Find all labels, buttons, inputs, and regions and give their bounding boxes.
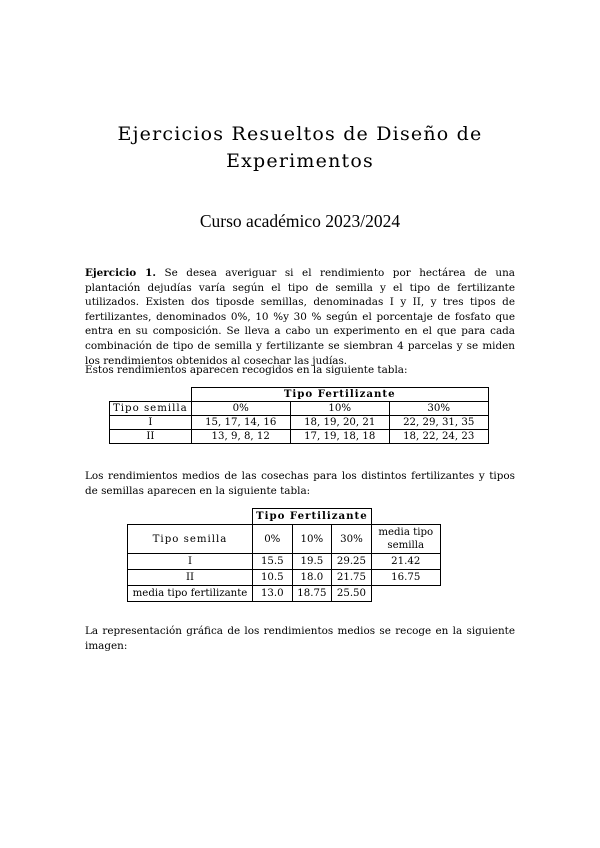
table1-row-label: I xyxy=(110,416,192,430)
table1-cell: 13, 9, 8, 12 xyxy=(191,430,290,444)
table2-mean-header: media tipo semilla xyxy=(371,525,440,554)
table2-cell: 18.0 xyxy=(292,570,332,586)
means-table xyxy=(127,508,441,602)
table2-cell: 19.5 xyxy=(292,554,332,570)
title-line-1: Ejercicios Resueltos de Diseño de xyxy=(117,123,483,145)
table2-cell: 13.0 xyxy=(253,586,293,602)
table1-group-header: Tipo Fertilizante xyxy=(191,388,488,402)
table-row xyxy=(110,430,489,444)
table-row xyxy=(128,554,441,570)
table2-col-header: 30% xyxy=(332,525,372,554)
table1-row-label: II xyxy=(110,430,192,444)
closing-paragraph: La representación gráfica de los rendimientos medios se recoge en la siguiente imagen: xyxy=(85,625,515,652)
table2-intro: Los rendimientos medios de las cosechas para los distintos fertilizantes y tipos de semillas aparecen en la siguiente tabla: xyxy=(85,470,515,497)
yields-table xyxy=(109,387,489,444)
exercise-text: Se desea averiguar si el rendimiento por hectárea de una plantación dejudías varía según el tipo de semilla y el tipo de fertilizante utilizados. Existen dos tiposde semillas, denominadas I y II, y tres tipos de fertilizantes, denominados 0%, 10 %y 30 % según el porcentaje de fosfato que entra en su composición. Se lleva a cabo un experimento en el que para cada combinación de tipo de semilla y fertilizante se siembran 4 parcelas y se miden los rendimientos obtenidos al cosechar las judías. xyxy=(85,267,516,367)
table2-row-mean: 21.42 xyxy=(371,554,440,570)
table2-row-label: I xyxy=(128,554,253,570)
table1-row-header: Tipo semilla xyxy=(110,402,192,416)
table1-cell: 18, 19, 20, 21 xyxy=(290,416,389,430)
table1-cell: 22, 29, 31, 35 xyxy=(389,416,488,430)
table2-cell: 25.50 xyxy=(332,586,372,602)
table1-cell: 15, 17, 14, 16 xyxy=(191,416,290,430)
table1-col-header: 30% xyxy=(389,402,488,416)
table2-col-header: 10% xyxy=(292,525,332,554)
table2-group-header: Tipo Fertilizante xyxy=(253,509,372,525)
table2-cell: 21.75 xyxy=(332,570,372,586)
table1-col-header: 0% xyxy=(191,402,290,416)
table1-cell: 18, 22, 24, 23 xyxy=(389,430,488,444)
table2-cell: 18.75 xyxy=(292,586,332,602)
table2-col-header: 0% xyxy=(253,525,293,554)
exercise-label: Ejercicio 1. xyxy=(85,267,156,279)
table1-cell: 17, 19, 18, 18 xyxy=(290,430,389,444)
document-title xyxy=(80,121,520,175)
exercise-paragraph xyxy=(85,266,515,368)
table2-row-mean: 16.75 xyxy=(371,570,440,586)
table1-col-header: 10% xyxy=(290,402,389,416)
table-row xyxy=(110,416,489,430)
table-row xyxy=(128,586,441,602)
table-row xyxy=(128,570,441,586)
table1-intro: Estos rendimientos aparecen recogidos en la siguiente tabla: xyxy=(85,364,408,376)
table2-row-label: II xyxy=(128,570,253,586)
course-year: Curso académico 2023/2024 xyxy=(199,211,401,231)
table2-row-header: Tipo semilla xyxy=(128,525,253,554)
table2-mean-row-label: media tipo fertilizante xyxy=(128,586,253,602)
table2-cell: 10.5 xyxy=(253,570,293,586)
table2-cell: 15.5 xyxy=(253,554,293,570)
title-line-2: Experimentos xyxy=(226,150,374,172)
table2-cell: 29.25 xyxy=(332,554,372,570)
